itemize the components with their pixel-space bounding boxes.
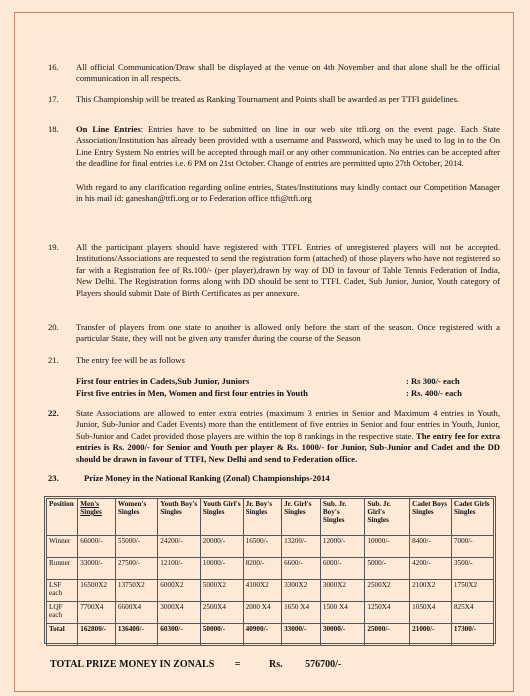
clause-text: [76, 408, 500, 465]
table-cell: 2500X2: [365, 580, 410, 602]
table-cell: 17300/-: [451, 624, 493, 646]
table-cell: 1650 X4: [282, 602, 321, 624]
table-cell: 4200/-: [410, 558, 452, 580]
clause-text: This Championship will be treated as Ranking Tournament and Points shall be awarded as per TTFI guidelines.: [76, 94, 460, 104]
table-row: [47, 536, 494, 558]
header-cell: Cadet Girls Singles: [451, 499, 493, 536]
table-cell: 10000/-: [200, 558, 243, 580]
table-cell: Total: [47, 624, 78, 646]
table-cell: 3500/-: [451, 558, 493, 580]
table-cell: 6000/-: [320, 558, 364, 580]
table-cell: 6600X4: [115, 602, 157, 624]
table-cell: 13750X2: [115, 580, 157, 602]
table-cell: 25000/-: [365, 624, 410, 646]
clause-number: 22.: [48, 408, 59, 418]
table-cell: 1050X4: [410, 602, 452, 624]
table-cell: 6600/-: [282, 558, 321, 580]
table-cell: 60300/-: [158, 624, 201, 646]
total-prize-line: [50, 659, 341, 670]
table-cell: 7000/-: [451, 536, 493, 558]
table-cell: 1750X2: [451, 580, 493, 602]
table-cell: 27500/-: [115, 558, 157, 580]
fee-label: First four entries in Cadets,Sub Junior, Juniors: [76, 376, 250, 386]
clause-bold-text: The entry fee for extra entries is Rs. 2000/- for Senior and Youth per player & Rs. 1000/- for Junior, Sub-Junior and Cadet and the DD should be drawn in favour of TTFI, New Delhi and send to Federation office.: [76, 430, 500, 464]
table-cell: 1500 X4: [320, 602, 364, 624]
header-cell: Position: [47, 499, 78, 536]
fee-label: First five entries in Men, Women and first four entries in Youth: [76, 388, 308, 398]
total-amount: 576700/-: [305, 659, 342, 670]
table-total-row: [47, 624, 494, 646]
table-cell: 3000X4: [158, 602, 201, 624]
header-cell: Jr. Girl's Singles: [282, 499, 321, 536]
table-cell: 4100X2: [243, 580, 281, 602]
table-cell: 2500X4: [200, 602, 243, 624]
table-cell: 3300X2: [282, 580, 321, 602]
total-equals: =: [234, 659, 241, 670]
header-cell: Sub. Jr. Boy's Singles: [320, 499, 364, 536]
table-cell: 162800/-: [78, 624, 116, 646]
table-cell: 50000/-: [200, 624, 243, 646]
table-cell: 1250X4: [365, 602, 410, 624]
header-cell: Sub. Jr. Girl's Singles: [365, 499, 410, 536]
table-cell: LQF each: [47, 602, 78, 624]
header-cell: Cadet Boys Singles: [410, 499, 452, 536]
table-cell: 5000/-: [365, 558, 410, 580]
clause-number: 18.: [48, 124, 59, 134]
clause-text: Prize Money in the National Ranking (Zonal) Championships-2014: [84, 473, 330, 483]
clause-number: 21.: [48, 355, 59, 365]
table-cell: 16500X2: [78, 580, 116, 602]
table-cell: LSF each: [47, 580, 78, 602]
header-cell: Men's Singles: [78, 499, 116, 536]
clause-body: State Associations are allowed to enter extra entries (maximum 3 entries in Senior and Maximum 4 entries in Youth, Junior, Sub-Junior and Cadet Events) more than the entitlement of five entries in Senior and four entries in Youth, Junior, Sub-Junior and Cadet provided those players are within the top 8 rankings in the respective state.: [76, 408, 500, 441]
clause-text: All the participant players should have registered with TTFI. Entries of unregistered players will not be accepted. Institutions/Associations are requested to send the registration form (attached) of those players who have not registered so far with a Registration fee of Rs.100/- (per player),drawn by way of DD in favour of Table Tennis Federation of India, New Delhi. The Registration forms along with DD should be sent to TTFI. Cadet, Sub Junior, Junior, Youth category of Players should submit Date of Birth Certificates as per annexure.: [76, 242, 500, 298]
clause-number: 20.: [48, 322, 59, 332]
header-cell: Women's Singles: [115, 499, 157, 536]
header-cell: Jr. Boy's Singles: [243, 499, 281, 536]
table-row: [47, 580, 494, 602]
table-cell: 33000/-: [78, 558, 116, 580]
clause-title: On Line Entries: [76, 124, 141, 134]
header-cell: Youth Boy's Singles: [158, 499, 201, 536]
clause-text: [76, 124, 500, 170]
table-cell: 12000/-: [320, 536, 364, 558]
table-cell: Runner: [47, 558, 78, 580]
table-cell: 8400/-: [410, 536, 452, 558]
table-cell: 3000X2: [320, 580, 364, 602]
table-cell: 8200/-: [243, 558, 281, 580]
table-cell: 24200/-: [158, 536, 201, 558]
clause-number: 23.: [48, 473, 59, 483]
table-cell: 2100X2: [410, 580, 452, 602]
fee-value: : Rs 300/- each: [406, 376, 460, 386]
clause-number: 19.: [48, 242, 59, 252]
table-row: [47, 602, 494, 624]
table-cell: 20000/-: [200, 536, 243, 558]
table-cell: 10000/-: [365, 536, 410, 558]
clause-text: The entry fee will be as follows: [76, 355, 185, 365]
table-cell: 16500/-: [243, 536, 281, 558]
table-cell: 40900/-: [243, 624, 281, 646]
prize-money-table: [46, 498, 494, 646]
total-rs: Rs.: [269, 659, 283, 670]
table-cell: 21000/-: [410, 624, 452, 646]
table-cell: 33000/-: [282, 624, 321, 646]
total-label: TOTAL PRIZE MONEY IN ZONALS: [50, 659, 215, 670]
clause-contact-text: With regard to any clarification regarding online entries, States/Institutions may kindly contact our Competition Manager in his mail id: ganeshan@ttfi.org or to Federation office ttfi@ttfi.org: [76, 182, 500, 204]
clause-text: Transfer of players from one state to another is allowed only before the start of the season. Once registered with a particular State, they will not be given any transfer during the course of the Season: [76, 322, 500, 344]
clause-body: : Entries have to be submitted on line in our web site ttfi.org on the event page. Each State Association/Institution has already been provided with a username and Password, which may be used to log in to the On Line Entry System No entries will be accepted through mail or any other communication. No entries can be accepted after the deadline for final entries i.e. 6 PM on 21st October. Change of entries are permitted upto 27th October, 2014.: [76, 124, 500, 169]
clause-text: All official Communication/Draw shall be displayed at the venue on 4th November and that alone shall be the official communication in all respects.: [76, 62, 500, 84]
table-cell: 6000X2: [158, 580, 201, 602]
table-cell: 825X4: [451, 602, 493, 624]
table-row: [47, 558, 494, 580]
clause-number: 16.: [48, 62, 59, 72]
header-cell: Youth Girl's Singles: [200, 499, 243, 536]
table-cell: 136400/-: [115, 624, 157, 646]
table-cell: 55000/-: [115, 536, 157, 558]
table-cell: 2000 X4: [243, 602, 281, 624]
fee-value: : Rs. 400/- each: [406, 388, 462, 398]
clause-number: 17.: [48, 94, 59, 104]
table-cell: 5000X2: [200, 580, 243, 602]
table-cell: Winner: [47, 536, 78, 558]
table-cell: 13200/-: [282, 536, 321, 558]
table-cell: 66000/-: [78, 536, 116, 558]
table-cell: 30000/-: [320, 624, 364, 646]
table-cell: 7700X4: [78, 602, 116, 624]
table-cell: 12100/-: [158, 558, 201, 580]
table-header-row: [47, 499, 494, 536]
